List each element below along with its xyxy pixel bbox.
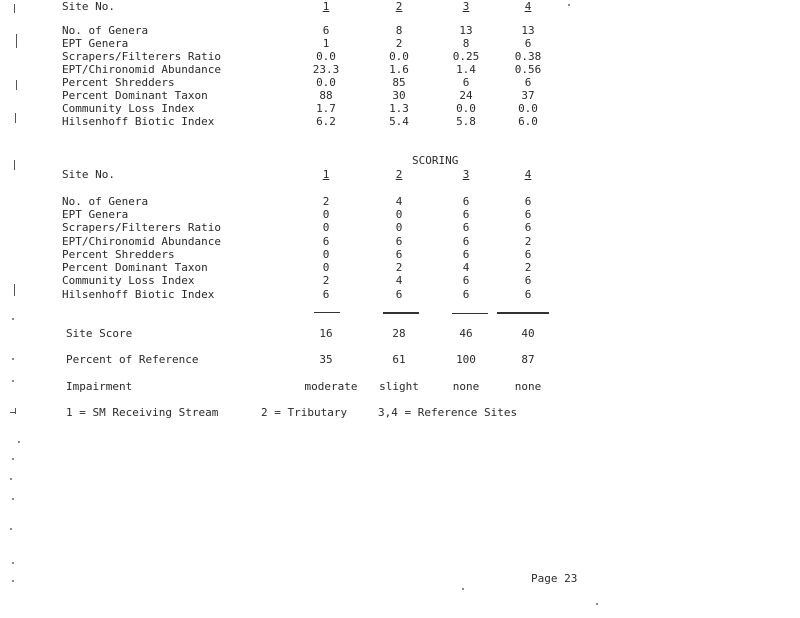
score-value: 2 <box>322 274 330 287</box>
scan-mark <box>16 80 17 90</box>
metric-label: Scrapers/Filterers Ratio <box>62 50 221 63</box>
percent-reference-row <box>0 353 800 367</box>
scan-speck <box>12 580 14 582</box>
summary-label: Site Score <box>66 327 133 340</box>
scan-speck <box>10 528 12 530</box>
scan-speck <box>596 603 598 605</box>
scan-speck <box>12 498 14 500</box>
summary-value: 16 <box>319 327 333 340</box>
table-row <box>0 274 800 288</box>
score-value: 0 <box>322 208 330 221</box>
legend-item-3: 3,4 = Reference Sites <box>378 406 518 419</box>
score-value: 6 <box>395 235 403 248</box>
scan-mark <box>14 160 15 170</box>
table-row <box>0 208 800 222</box>
metric-label: EPT Genera <box>62 37 129 50</box>
table-row <box>0 261 800 275</box>
top-table-header <box>0 0 800 14</box>
scoring-table-header <box>0 168 800 182</box>
total-rule-2 <box>383 312 419 314</box>
score-value: 4 <box>395 195 403 208</box>
metric-value: 8 <box>462 37 470 50</box>
scan-speck <box>12 458 14 460</box>
site-2-header: 2 <box>395 168 403 181</box>
metric-value: 5.8 <box>456 115 476 128</box>
metric-value: 1 <box>322 37 330 50</box>
scan-speck <box>568 4 570 6</box>
metric-value: 0.25 <box>452 50 480 63</box>
metric-label: EPT Genera <box>62 208 129 221</box>
site-2-header: 2 <box>395 0 403 13</box>
metric-value: 6 <box>524 76 532 89</box>
site-score-row <box>0 327 800 341</box>
metric-value: 24 <box>459 89 473 102</box>
total-rule-1 <box>314 312 340 313</box>
table-row <box>0 76 800 90</box>
table-row <box>0 221 800 235</box>
metric-value: 0.0 <box>518 102 538 115</box>
metric-label: Community Loss Index <box>62 274 195 287</box>
metric-value: 6.0 <box>518 115 538 128</box>
score-value: 0 <box>322 221 330 234</box>
total-rule-4 <box>497 312 549 314</box>
score-value: 0 <box>322 261 330 274</box>
site-4-header: 4 <box>524 168 532 181</box>
metric-value: 0.0 <box>316 76 336 89</box>
metric-value: 1.6 <box>389 63 409 76</box>
table-row <box>0 37 800 51</box>
table-row <box>0 102 800 116</box>
score-value: 6 <box>395 248 403 261</box>
table-row <box>0 195 800 209</box>
scan-speck <box>12 358 14 360</box>
score-value: 6 <box>462 288 470 301</box>
score-value: 2 <box>322 195 330 208</box>
metric-label: Hilsenhoff Biotic Index <box>62 115 215 128</box>
metric-value: 6 <box>524 37 532 50</box>
score-value: 4 <box>395 274 403 287</box>
summary-value: 35 <box>319 353 333 366</box>
scan-mark <box>15 113 16 123</box>
site-3-header: 3 <box>462 168 470 181</box>
scan-speck <box>18 441 20 443</box>
summary-value: 28 <box>392 327 406 340</box>
summary-value: 87 <box>521 353 535 366</box>
scan-mark <box>14 4 15 13</box>
legend-item-1: 1 = SM Receiving Stream <box>66 406 219 419</box>
footer <box>0 572 800 586</box>
metric-value: 0.0 <box>456 102 476 115</box>
metric-label: Percent Dominant Taxon <box>62 89 208 102</box>
score-value: 2 <box>395 261 403 274</box>
score-value: 6 <box>524 208 532 221</box>
score-value: 6 <box>462 274 470 287</box>
score-value: 6 <box>462 208 470 221</box>
metric-label: EPT/Chironomid Abundance <box>62 235 221 248</box>
metric-value: 30 <box>392 89 406 102</box>
scan-speck <box>12 380 14 382</box>
site-3-header: 3 <box>462 0 470 13</box>
scan-speck <box>12 562 14 564</box>
summary-value: 46 <box>459 327 473 340</box>
score-value: 0 <box>322 248 330 261</box>
legend-item-2: 2 = Tributary <box>261 406 348 419</box>
metric-value: 0.56 <box>514 63 542 76</box>
metric-label: Percent Dominant Taxon <box>62 261 208 274</box>
metric-value: 1.3 <box>389 102 409 115</box>
metric-value: 6.2 <box>316 115 336 128</box>
score-value: 6 <box>524 248 532 261</box>
summary-value: 40 <box>521 327 535 340</box>
site-1-header: 1 <box>322 168 330 181</box>
metric-label: Hilsenhoff Biotic Index <box>62 288 215 301</box>
metric-value: 5.4 <box>389 115 409 128</box>
scan-speck <box>462 588 464 590</box>
score-value: 0 <box>395 208 403 221</box>
summary-label: Impairment <box>66 380 133 393</box>
scan-mark <box>15 408 16 414</box>
score-value: 6 <box>322 235 330 248</box>
scan-speck <box>12 318 14 320</box>
site-no-label: Site No. <box>62 168 115 181</box>
score-value: 6 <box>322 288 330 301</box>
metric-label: No. of Genera <box>62 24 149 37</box>
metric-value: 0.38 <box>514 50 542 63</box>
metric-value: 2 <box>395 37 403 50</box>
total-rule-3 <box>452 313 488 314</box>
table-row <box>0 288 800 302</box>
metric-value: 85 <box>392 76 406 89</box>
table-row <box>0 63 800 77</box>
site-no-label: Site No. <box>62 0 115 13</box>
metric-value: 6 <box>462 76 470 89</box>
metric-value: 1.7 <box>316 102 336 115</box>
table-row <box>0 89 800 103</box>
score-value: 6 <box>462 195 470 208</box>
metric-value: 6 <box>322 24 330 37</box>
summary-value: 61 <box>392 353 406 366</box>
page-number: Page 23 <box>531 572 578 585</box>
metric-label: Community Loss Index <box>62 102 195 115</box>
table-row <box>0 235 800 249</box>
summary-value: slight <box>379 380 419 393</box>
scan-speck <box>10 478 12 480</box>
metric-value: 8 <box>395 24 403 37</box>
summary-value: 100 <box>456 353 476 366</box>
score-value: 6 <box>524 195 532 208</box>
metric-value: 13 <box>521 24 535 37</box>
site-legend <box>0 406 800 420</box>
table-row <box>0 115 800 129</box>
score-value: 2 <box>524 261 532 274</box>
metric-label: No. of Genera <box>62 195 149 208</box>
score-value: 6 <box>462 221 470 234</box>
site-1-header: 1 <box>322 0 330 13</box>
impairment-row <box>0 380 800 394</box>
metric-label: Percent Shredders <box>62 248 175 261</box>
table-row <box>0 248 800 262</box>
site-4-header: 4 <box>524 0 532 13</box>
score-value: 6 <box>462 235 470 248</box>
metric-label: EPT/Chironomid Abundance <box>62 63 221 76</box>
score-value: 0 <box>395 221 403 234</box>
score-value: 6 <box>524 221 532 234</box>
summary-value: none <box>452 380 480 393</box>
scan-mark <box>16 34 17 48</box>
scoring-title-row <box>0 154 800 168</box>
scoring-title: SCORING <box>412 154 459 167</box>
metric-value: 1.4 <box>456 63 476 76</box>
table-row <box>0 50 800 64</box>
metric-label: Percent Shredders <box>62 76 175 89</box>
metric-label: Scrapers/Filterers Ratio <box>62 221 221 234</box>
summary-value: moderate <box>304 380 358 393</box>
metric-value: 88 <box>319 89 333 102</box>
summary-label: Percent of Reference <box>66 353 199 366</box>
score-value: 2 <box>524 235 532 248</box>
metric-value: 0.0 <box>389 50 409 63</box>
scan-mark <box>14 284 15 296</box>
score-value: 6 <box>395 288 403 301</box>
score-value: 6 <box>462 248 470 261</box>
metric-value: 37 <box>521 89 535 102</box>
metric-value: 23.3 <box>312 63 340 76</box>
summary-value: none <box>514 380 542 393</box>
score-value: 6 <box>524 274 532 287</box>
metric-value: 0.0 <box>316 50 336 63</box>
table-row <box>0 24 800 38</box>
score-value: 6 <box>524 288 532 301</box>
score-value: 4 <box>462 261 470 274</box>
metric-value: 13 <box>459 24 473 37</box>
